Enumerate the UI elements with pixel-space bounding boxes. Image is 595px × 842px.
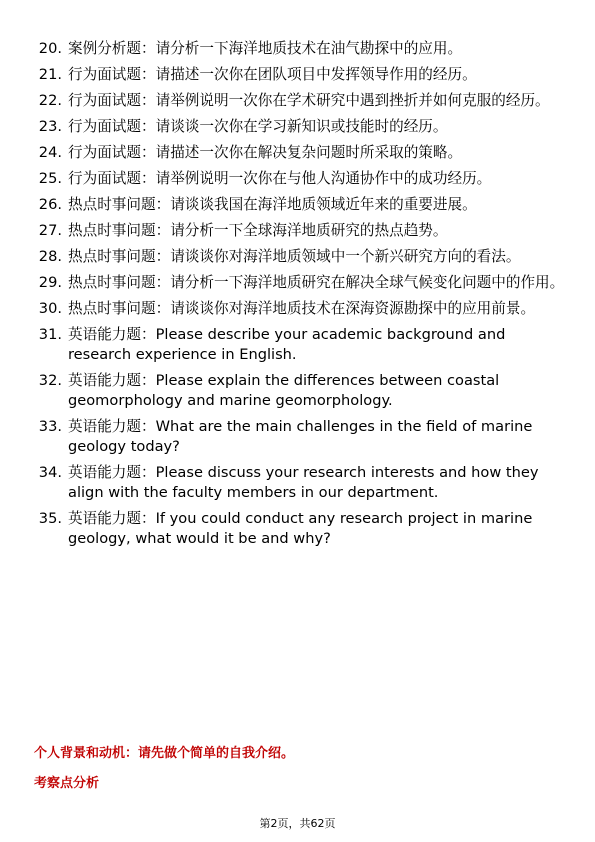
category-separator: ： <box>140 510 156 527</box>
question-list <box>28 39 568 555</box>
question-item <box>28 39 568 59</box>
question-body <box>62 117 568 137</box>
question-number: 21. <box>38 66 62 83</box>
question-text: 请分析一下海洋地质研究在解决全球气候变化问题中的作用。 <box>170 274 565 291</box>
category-separator: ： <box>140 170 156 187</box>
question-body <box>62 325 568 365</box>
question-number: 31. <box>38 326 62 343</box>
question-text: 请谈谈一次你在学习新知识或技能时的经历。 <box>155 118 448 135</box>
question-text: If you could conduct any research project in marine geology, what would it be and why? <box>68 510 533 547</box>
question-number: 34. <box>38 464 62 481</box>
question-body <box>62 39 568 59</box>
question-number: 25. <box>38 170 62 187</box>
question-body <box>62 299 568 319</box>
question-category: 热点时事问题 <box>68 274 156 291</box>
question-text: 请谈谈你对海洋地质领域中一个新兴研究方向的看法。 <box>170 248 521 265</box>
category-separator: ： <box>140 372 156 389</box>
question-category: 英语能力题 <box>68 510 141 527</box>
question-category: 案例分析题 <box>68 40 141 57</box>
category-separator: ： <box>155 196 171 213</box>
question-text: Please describe your academic background and research experience in English. <box>68 326 506 363</box>
question-item <box>28 273 568 293</box>
question-category: 英语能力题 <box>68 372 141 389</box>
question-body <box>62 247 568 267</box>
question-body <box>62 417 568 457</box>
category-separator: ： <box>140 66 156 83</box>
question-number: 35. <box>38 510 62 527</box>
question-item <box>28 509 568 549</box>
question-text: 请描述一次你在解决复杂问题时所采取的策略。 <box>155 144 463 161</box>
question-category: 英语能力题 <box>68 326 141 343</box>
question-item <box>28 143 568 163</box>
question-category: 热点时事问题 <box>68 300 156 317</box>
question-item <box>28 91 568 111</box>
question-number: 22. <box>38 92 62 109</box>
question-number: 27. <box>38 222 62 239</box>
category-separator: ： <box>155 274 171 291</box>
question-number: 24. <box>38 144 62 161</box>
question-item <box>28 463 568 503</box>
question-item <box>28 117 568 137</box>
question-number: 28. <box>38 248 62 265</box>
question-category: 热点时事问题 <box>68 248 156 265</box>
question-category: 行为面试题 <box>68 144 141 161</box>
question-body <box>62 169 568 189</box>
question-category: 热点时事问题 <box>68 196 156 213</box>
question-body <box>62 371 568 411</box>
question-text: 请举例说明一次你在与他人沟通协作中的成功经历。 <box>155 170 492 187</box>
question-text: 请谈谈我国在海洋地质领域近年来的重要进展。 <box>170 196 477 213</box>
question-text: 请分析一下全球海洋地质研究的热点趋势。 <box>170 222 448 239</box>
category-separator: ： <box>140 144 156 161</box>
category-separator: ： <box>140 464 156 481</box>
question-body <box>62 221 568 241</box>
question-item <box>28 221 568 241</box>
question-item <box>28 195 568 215</box>
question-category: 英语能力题 <box>68 464 141 481</box>
question-number: 29. <box>38 274 62 291</box>
category-separator: ： <box>140 118 156 135</box>
question-category: 热点时事问题 <box>68 222 156 239</box>
section-heading: 个人背景和动机：请先做个简单的自我介绍。 <box>34 746 295 761</box>
question-body <box>62 509 568 549</box>
question-category: 行为面试题 <box>68 66 141 83</box>
question-item <box>28 371 568 411</box>
subheading: 考察点分析 <box>34 776 100 791</box>
question-text: 请分析一下海洋地质技术在油气勘探中的应用。 <box>155 40 463 57</box>
question-item <box>28 247 568 267</box>
question-text: Please discuss your research interests and how they align with the faculty members in our department. <box>68 464 539 501</box>
question-body <box>62 143 568 163</box>
question-item <box>28 169 568 189</box>
question-text: 请描述一次你在团队项目中发挥领导作用的经历。 <box>155 66 477 83</box>
question-category: 行为面试题 <box>68 92 141 109</box>
question-body <box>62 463 568 503</box>
question-item <box>28 417 568 457</box>
question-number: 20. <box>38 40 62 57</box>
question-body <box>62 273 568 293</box>
page-footer: 第2页，共62页 <box>259 817 336 830</box>
category-separator: ： <box>140 40 156 57</box>
question-category: 行为面试题 <box>68 118 141 135</box>
category-separator: ： <box>155 222 171 239</box>
question-number: 30. <box>38 300 62 317</box>
question-text: What are the main challenges in the field of marine geology today? <box>68 418 533 455</box>
question-text: 请谈谈你对海洋地质技术在深海资源勘探中的应用前景。 <box>170 300 536 317</box>
question-number: 23. <box>38 118 62 135</box>
question-category: 行为面试题 <box>68 170 141 187</box>
question-text: 请举例说明一次你在学术研究中遇到挫折并如何克服的经历。 <box>155 92 550 109</box>
question-item <box>28 65 568 85</box>
category-separator: ： <box>140 92 156 109</box>
category-separator: ： <box>155 300 171 317</box>
question-number: 26. <box>38 196 62 213</box>
category-separator: ： <box>155 248 171 265</box>
question-item <box>28 325 568 365</box>
question-text: Please explain the differences between coastal geomorphology and marine geomorphology. <box>68 372 500 409</box>
question-body <box>62 91 568 111</box>
question-body <box>62 195 568 215</box>
question-number: 32. <box>38 372 62 389</box>
question-number: 33. <box>38 418 62 435</box>
category-separator: ： <box>140 326 156 343</box>
question-item <box>28 299 568 319</box>
category-separator: ： <box>140 418 156 435</box>
question-body <box>62 65 568 85</box>
question-category: 英语能力题 <box>68 418 141 435</box>
